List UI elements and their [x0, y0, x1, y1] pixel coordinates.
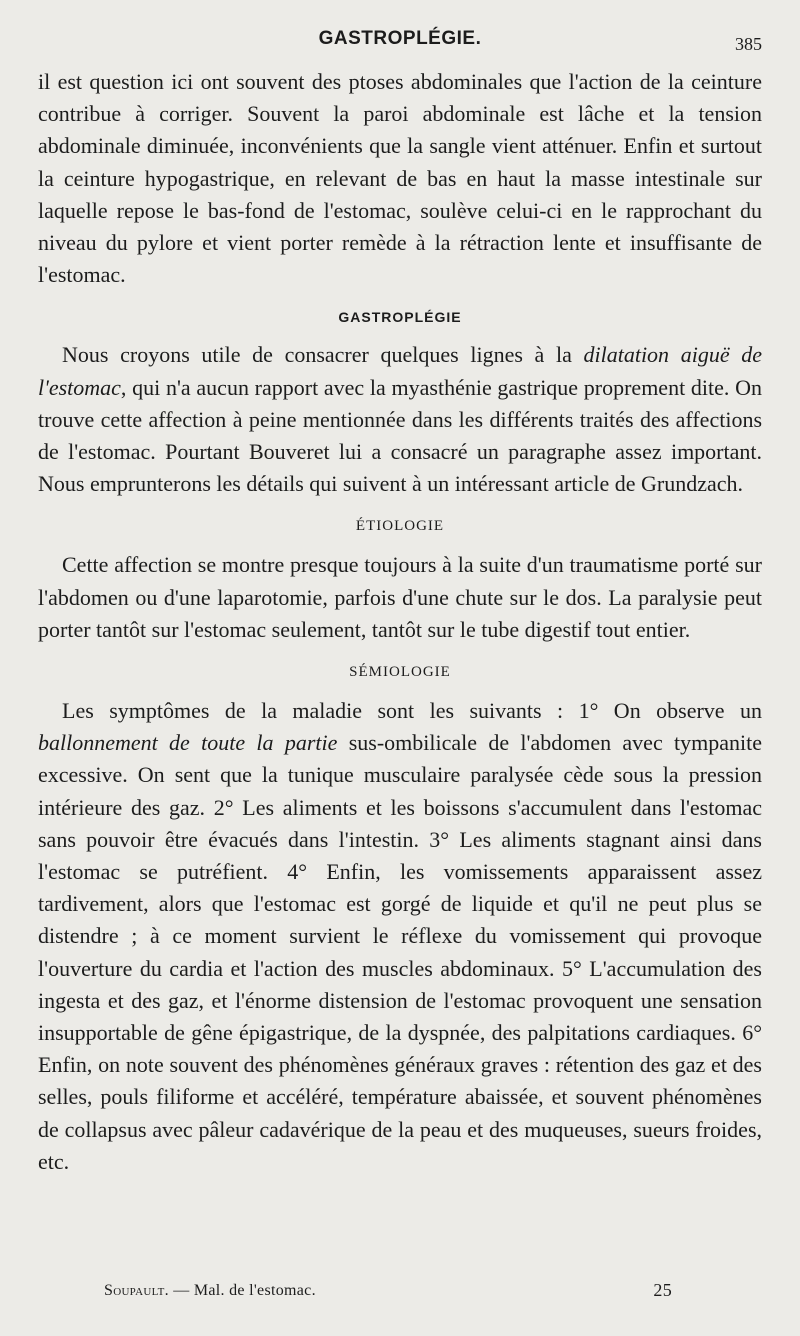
page-number: 385 [735, 34, 762, 54]
gastroplegie-paragraph [38, 339, 762, 500]
semiologie-text-b: sus-ombilicale de l'abdomen avec tympanite excessive. On sent que la tunique musculaire paralysée cède sous la pression intérieure des gaz. 2° Les aliments et les boissons s'accumulent dans l'estomac sans pouvoir être évacués dans l'intestin. 3° Les aliments stagnant ainsi dans l'estomac se putréfient. 4° Enfin, les vomissements apparaissent assez tardivement, alors que l'estomac est gorgé de liquide et qu'il ne peut plus se distendre ; à ce moment survient le réflexe du vomissement qui provoque l'ouverture du cardia et l'action des muscles abdominaux. 5° L'accumulation des ingesta et des gaz, et l'énorme distension de l'estomac provoquent une sensation insupportable de gêne épigastrique, de la dyspnée, des palpitations cardiaques. 6° Enfin, on note souvent des phénomènes généraux graves : rétention des gaz et des selles, pouls filiforme et accéléré, température abaissée, et souvent phénomènes de collapsus avec pâleur cadavérique de la peau et des muqueuses, sueurs froides, etc. [38, 730, 763, 1174]
footer-author: Soupault. [104, 1282, 169, 1299]
running-head: GASTROPLÉGIE. [318, 28, 482, 49]
semiologie-emphasis: ballonnement de toute la partie [38, 730, 338, 756]
semiologie-paragraph [38, 695, 762, 1178]
page-footer [104, 1282, 672, 1300]
etiologie-paragraph: Cette affection se montre presque toujours à la suite d'un traumatisme porté sur l'abdomen ou d'une laparotomie, parfois d'une chute sur le dos. La paralysie peut porter tantôt sur l'estomac seulement, tantôt sur le tube digestif tout entier. [38, 552, 762, 642]
gastroplegie-text-b: , qui n'a aucun rapport avec la myasthénie gastrique proprement dite. On trouve cette affection à peine mentionnée dans les différents traités des affections de l'estomac. Pourtant Bouveret lui a consacré un paragraphe assez important. Nous emprunterons les détails qui suivent à un intéressant article de Grundzach. [38, 374, 762, 497]
section-heading-etiologie: ÉTIOLOGIE [355, 518, 445, 535]
semiologie-text-a: Les symptômes de la maladie sont les suivants : 1° On observe un [62, 698, 762, 724]
footer-separator: — [173, 1282, 190, 1299]
sheet-signature: 25 [653, 1280, 672, 1300]
section-heading-semiologie: SÉMIOLOGIE [349, 664, 451, 681]
gastroplegie-text-a: Nous croyons utile de consacrer quelques lignes à la [62, 342, 584, 368]
gastroplegie-emphasis: dilatation aiguë de l'estomac [38, 342, 763, 400]
page-body [38, 66, 762, 1178]
footer-title: Mal. de l'estomac. [193, 1282, 316, 1299]
intro-paragraph: il est question ici ont souvent des ptoses abdominales que l'action de la ceinture contribue à corriger. Souvent la paroi abdominale est lâche et la tension abdominale diminuée, inconvénients que la sangle vient atténuer. Enfin et surtout la ceinture hypogastrique, en relevant de bas en haut la masse intestinale sur laquelle repose le bas-fond de l'estomac, soulève celui-ci en le rapprochant du niveau du pylore et vient porter remède à la rétraction lente et insuffisante de l'estomac. [38, 69, 762, 288]
section-heading-gastroplegie: GASTROPLÉGIE [338, 309, 462, 326]
